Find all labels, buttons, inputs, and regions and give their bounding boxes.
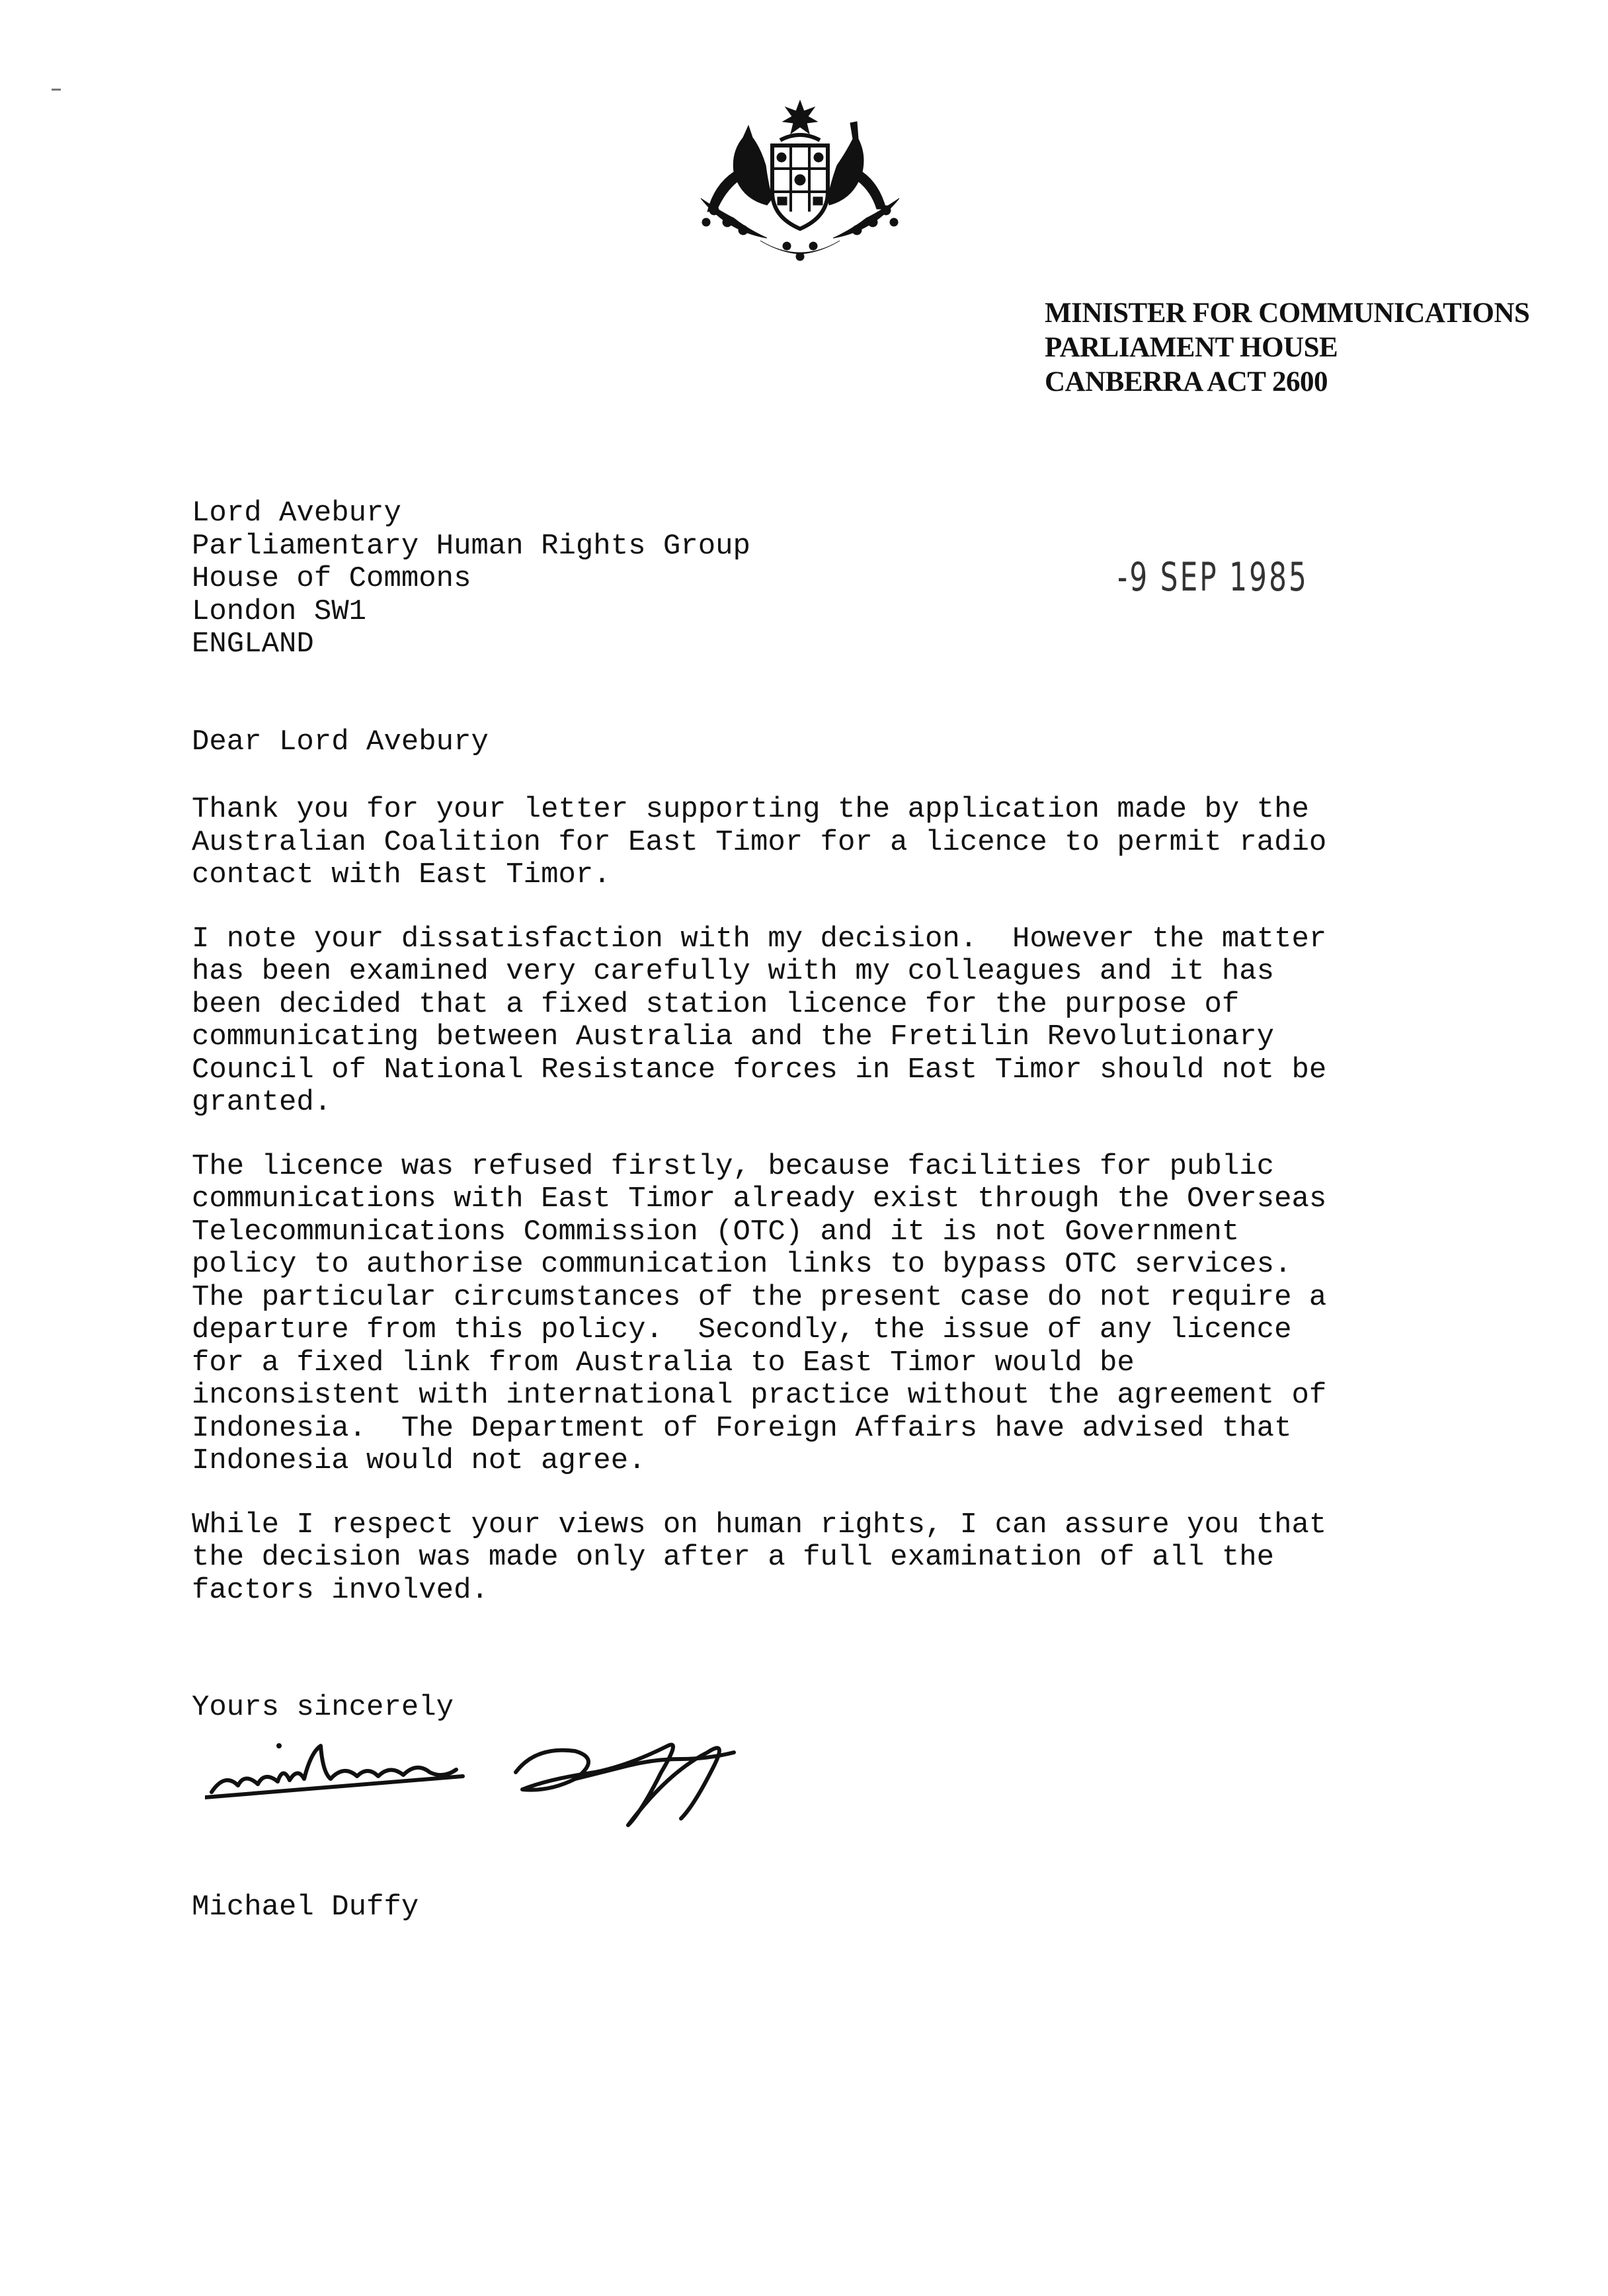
body-line: Indonesia. The Department of Foreign Affairs have advised that: [192, 1411, 1292, 1445]
body-line: Thank you for your letter supporting the application made by the: [192, 793, 1309, 826]
body-line: I note your dissatisfaction with my decision. However the matter: [192, 922, 1327, 956]
body-line: The particular circumstances of the present case do not require a: [192, 1280, 1327, 1314]
body-line: factors involved.: [192, 1573, 489, 1607]
letter-body: [192, 794, 1514, 1638]
recipient-line: London SW1: [192, 594, 367, 628]
paragraph: [192, 923, 1514, 1120]
handwritten-signature: [205, 1733, 774, 1838]
recipient-line: House of Commons: [192, 562, 471, 595]
body-line: Council of National Resistance forces in East Timor should not be: [192, 1053, 1327, 1086]
recipient-line: Parliamentary Human Rights Group: [192, 529, 750, 563]
margin-mark: [52, 89, 61, 91]
body-line: policy to authorise communication links to bypass OTC services.: [192, 1248, 1292, 1281]
body-line: While I respect your views on human rights, I can assure you that: [192, 1508, 1327, 1541]
body-line: has been examined very carefully with my colleagues and it has: [192, 955, 1275, 988]
body-line: for a fixed link from Australia to East Timor would be: [192, 1346, 1135, 1379]
date-stamp: -9 SEP 1985: [1117, 554, 1308, 600]
body-line: the decision was made only after a full examination of all the: [192, 1541, 1275, 1574]
body-line: departure from this policy. Secondly, the issue of any licence: [192, 1313, 1292, 1346]
paragraph: [192, 1509, 1514, 1608]
recipient-address: [192, 497, 750, 661]
salutation: Dear Lord Avebury: [192, 725, 489, 758]
letterhead: [1045, 296, 1529, 399]
body-line: communications with East Timor already exist through the Overseas: [192, 1182, 1327, 1215]
body-line: communicating between Australia and the Fretilin Revolutionary: [192, 1020, 1275, 1053]
letterhead-city: CANBERRA ACT 2600: [1045, 366, 1328, 397]
body-line: granted.: [192, 1086, 332, 1119]
coat-of-arms-icon: [688, 99, 912, 265]
paragraph: [192, 794, 1514, 892]
body-line: inconsistent with international practice without the agreement of: [192, 1379, 1327, 1412]
signatory-name: Michael Duffy: [192, 1891, 419, 1924]
body-line: Telecommunications Commission (OTC) and it is not Government: [192, 1215, 1240, 1249]
body-line: contact with East Timor.: [192, 858, 611, 891]
recipient-line: ENGLAND: [192, 628, 314, 661]
body-line: been decided that a fixed station licence for the purpose of: [192, 987, 1240, 1021]
body-line: Australian Coalition for East Timor for a licence to permit radio: [192, 825, 1327, 859]
body-line: Indonesia would not agree.: [192, 1444, 646, 1477]
paragraph: [192, 1151, 1514, 1478]
body-line: The licence was refused firstly, because facilities for public: [192, 1149, 1275, 1183]
letterhead-title: MINISTER FOR COMMUNICATIONS: [1045, 298, 1530, 329]
letterhead-building: PARLIAMENT HOUSE: [1045, 332, 1338, 363]
closing: Yours sincerely: [192, 1691, 454, 1724]
recipient-line: Lord Avebury: [192, 497, 401, 530]
